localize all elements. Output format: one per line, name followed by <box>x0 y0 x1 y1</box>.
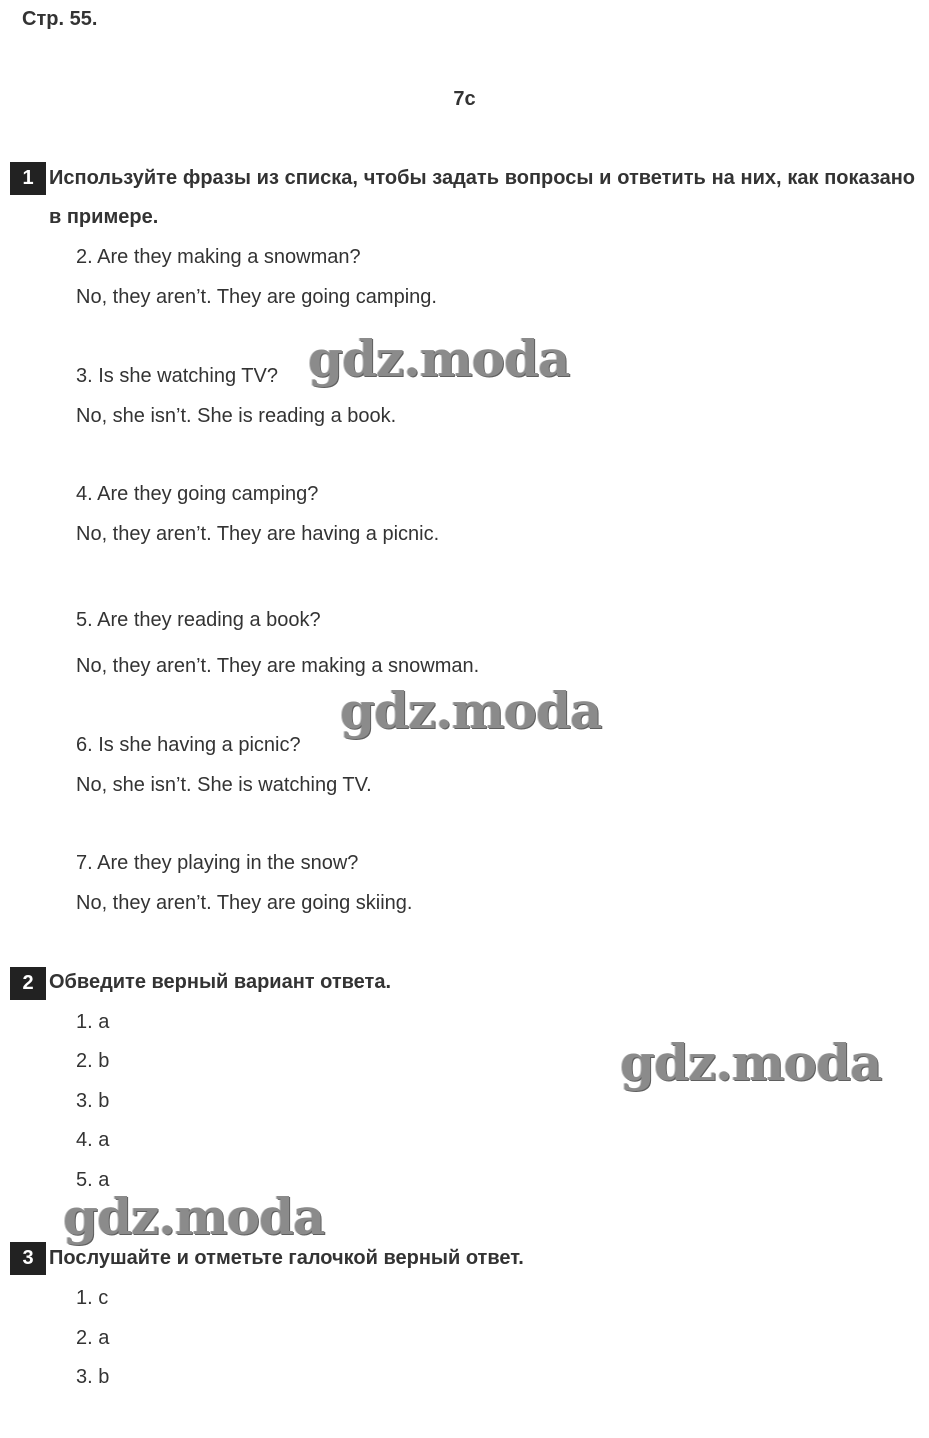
task-2-answer-4: 4. a <box>76 1129 110 1151</box>
watermark-logo: gdz.moda <box>63 1187 325 1246</box>
task-2-title: Обведите верный вариант ответа. <box>49 971 392 993</box>
task-1-question-7: 7. Are they playing in the snow? <box>76 852 359 874</box>
task-1-question-5: 5. Are they reading a book? <box>76 609 321 631</box>
task-2-answer-5: 5. a <box>76 1169 110 1191</box>
task-3-answer-2: 2. a <box>76 1327 110 1349</box>
task-1-answer-4: No, they aren’t. They are having a picnic. <box>76 523 440 545</box>
task-2-answer-3: 3. b <box>76 1090 110 1112</box>
task-3-title: Послушайте и отметьте галочкой верный ответ. <box>49 1247 524 1269</box>
task-3-answer-3: 3. b <box>76 1366 110 1388</box>
task-1-question-3: 3. Is she watching TV? <box>76 365 278 387</box>
page-reference: Стр. 55. <box>22 8 98 30</box>
task-2-number: 2 <box>10 967 46 1000</box>
task-1-answer-5: No, they aren’t. They are making a snowman. <box>76 655 480 677</box>
task-3-number: 3 <box>10 1242 46 1275</box>
task-3-answer-1: 1. c <box>76 1287 109 1309</box>
task-2-answer-1: 1. a <box>76 1011 110 1033</box>
unit-title: 7c <box>453 88 476 110</box>
task-1-question-6: 6. Is she having a picnic? <box>76 734 301 756</box>
task-1-answer-2: No, they aren’t. They are going camping. <box>76 286 437 308</box>
task-2-answer-2: 2. b <box>76 1050 110 1072</box>
task-1-question-2: 2. Are they making a snowman? <box>76 246 361 268</box>
task-1-title: Используйте фразы из списка, чтобы задать вопросы и ответить на них, как показано в примере. <box>49 167 915 228</box>
watermark-logo: gdz.moda <box>620 1033 882 1092</box>
watermark-logo: gdz.moda <box>308 329 570 388</box>
task-1-number: 1 <box>10 162 46 195</box>
task-1-answer-3: No, she isn’t. She is reading a book. <box>76 405 397 427</box>
task-1-answer-7: No, they aren’t. They are going skiing. <box>76 892 413 914</box>
task-1-answer-6: No, she isn’t. She is watching TV. <box>76 774 372 796</box>
watermark-logo: gdz.moda <box>340 681 602 740</box>
task-1-question-4: 4. Are they going camping? <box>76 483 319 505</box>
